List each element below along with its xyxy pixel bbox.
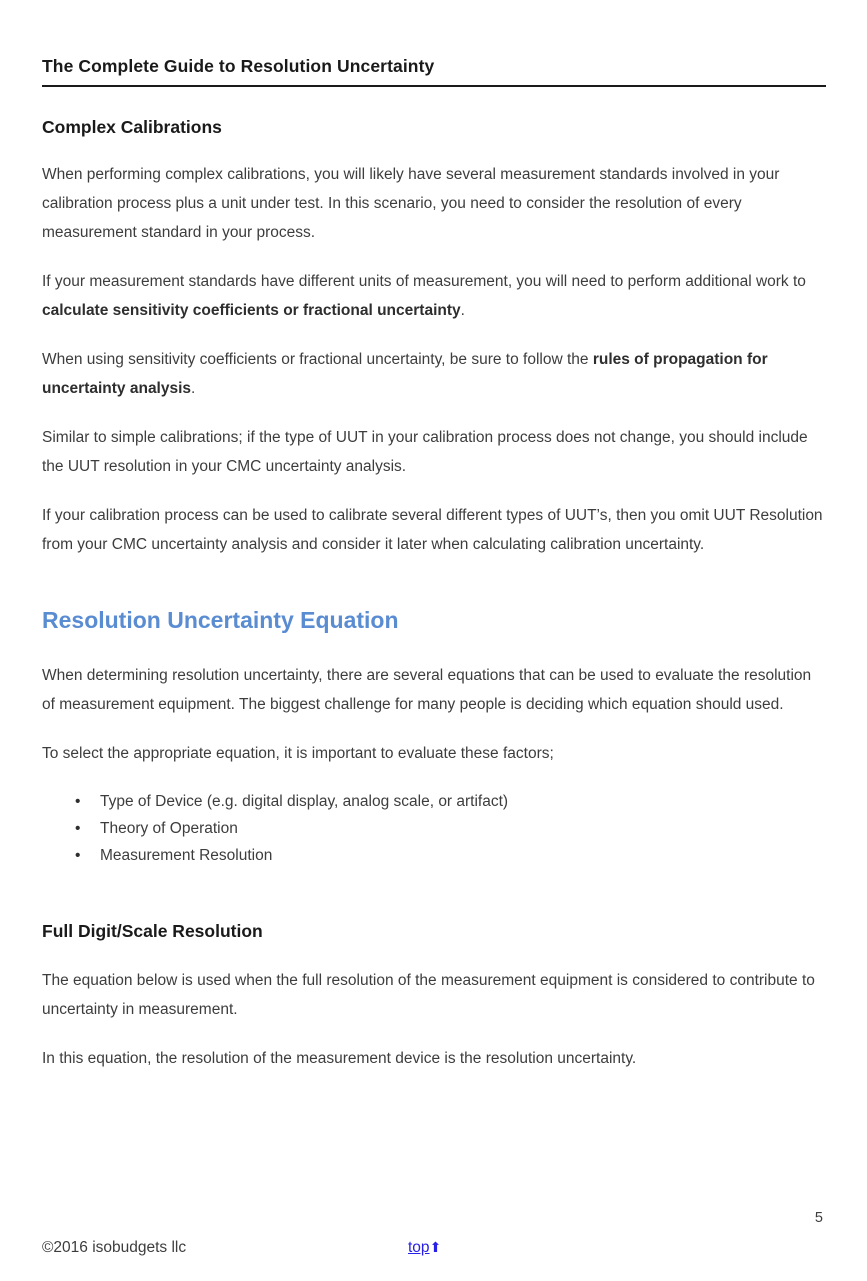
section-heading-full-digit-scale-resolution: Full Digit/Scale Resolution [42,921,263,941]
section-heading-complex-calibrations: Complex Calibrations [42,117,222,137]
paragraph: To select the appropriate equation, it is important to evaluate these factors; [42,745,554,762]
page-body [42,117,826,1073]
paragraph: The equation below is used when the full resolution of the measurement equipment is considered to contribute to uncertainty in measurement. [42,972,815,1018]
footer-copyright: ©2016 isobudgets llc [42,1239,187,1256]
list-item: • Theory of Operation [42,815,826,842]
document-title: The Complete Guide to Resolution Uncertainty [42,56,826,87]
paragraph: If your measurement standards have different units of measurement, you will need to perform additional work to calculate sensitivity coefficients or fractional uncertainty. [42,273,806,319]
page-number: 5 [814,1210,823,1226]
paragraph: Similar to simple calibrations; if the type of UUT in your calibration process does not change, you should include the UUT resolution in your CMC uncertainty analysis. [42,429,808,475]
top-link-label: top [408,1239,430,1256]
paragraph: When using sensitivity coefficients or fractional uncertainty, be sure to follow the rules of propagation for uncertainty analysis. [42,351,768,397]
list-item: • Measurement Resolution [42,842,826,869]
paragraph: When performing complex calibrations, you will likely have several measurement standards involved in your calibration process plus a unit under test. In this scenario, you need to consider the resolution of every measurement standard in your process. [42,166,780,241]
paragraph: If your calibration process can be used to calibrate several different types of UUT’s, then you omit UUT Resolution from your CMC uncertainty analysis and consider it later when calculating calibration uncertainty. [42,507,823,553]
list-item: • Type of Device (e.g. digital display, analog scale, or artifact) [42,788,826,815]
top-link[interactable] [408,1239,441,1257]
up-arrow-icon: ⬆ [429,1239,442,1255]
paragraph: When determining resolution uncertainty, there are several equations that can be used to evaluate the resolution of measurement equipment. The biggest challenge for many people is deciding which equation should used. [42,667,812,713]
section-heading-resolution-uncertainty-equation: Resolution Uncertainty Equation [42,607,399,633]
page-header [42,56,826,87]
paragraph: In this equation, the resolution of the measurement device is the resolution uncertainty. [42,1050,637,1067]
factors-bullet-list [42,788,826,869]
